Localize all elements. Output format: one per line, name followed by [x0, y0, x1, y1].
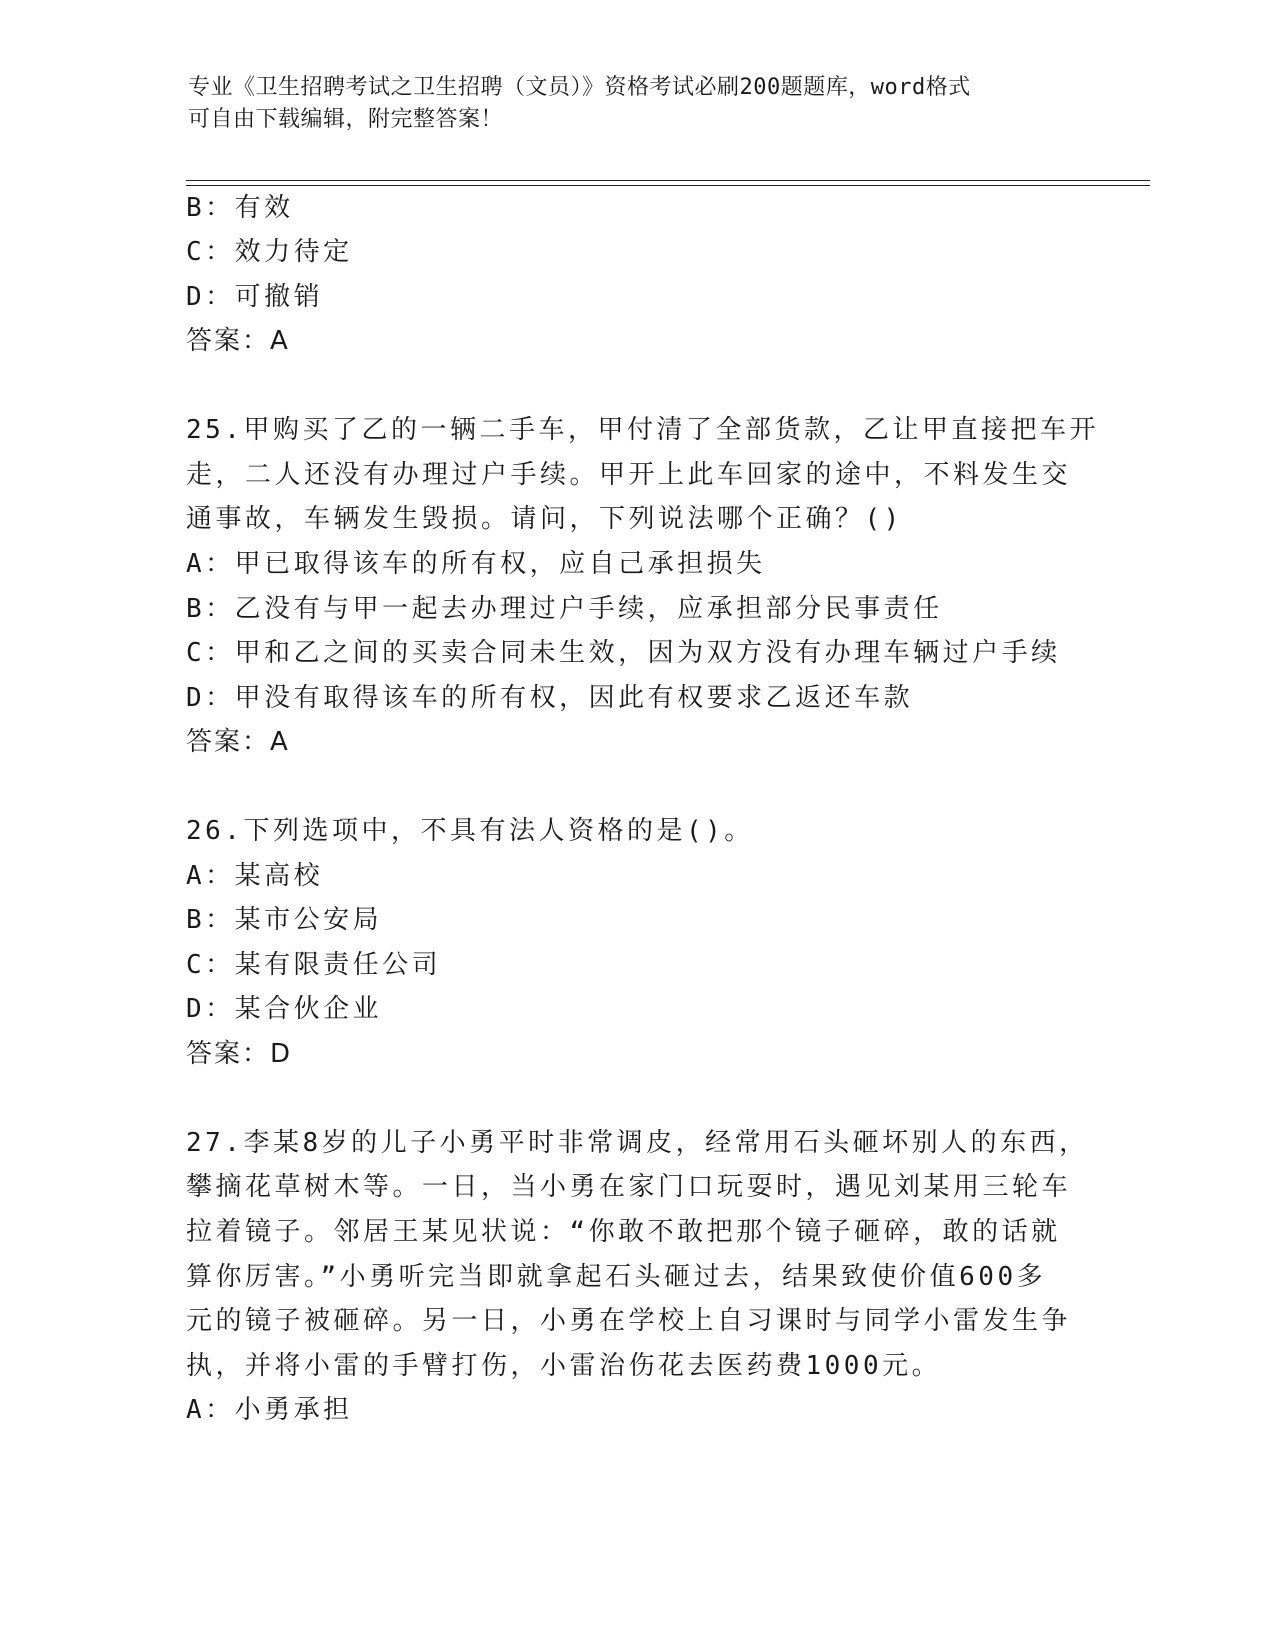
q27-stem-line-1: 27.李某8岁的儿子小勇平时非常调皮，经常用石头砸坏别人的东西， [186, 1128, 1089, 1158]
q26-answer: 答案：D [186, 1039, 293, 1069]
q27-stem-line-3: 拉着镜子。邻居王某见状说：“你敢不敢把那个镜子砸碎，敢的话就 [186, 1217, 1061, 1247]
q24-answer: 答案：A [186, 326, 290, 356]
q26-option-b: B：某市公安局 [186, 905, 383, 935]
q27-stem-line-5: 元的镜子被砸碎。另一日，小勇在学校上自习课时与同学小雷发生争 [186, 1306, 1072, 1336]
q25-option-a: A：甲已取得该车的所有权，应自己承担损失 [186, 549, 766, 579]
q26-option-c: C：某有限责任公司 [186, 950, 442, 980]
q24-option-c: C：效力待定 [186, 237, 353, 267]
q27-stem-line-4: 算你厉害。”小勇听完当即就拿起石头砸过去，结果致使价值600多 [186, 1262, 1047, 1292]
q26-option-d: D：某合伙企业 [186, 994, 383, 1024]
q26-option-a: A：某高校 [186, 861, 324, 891]
q25-answer: 答案：A [186, 727, 290, 757]
header-line-2: 可自由下载编辑，附完整答案！ [188, 107, 504, 132]
q27-stem-line-2: 攀摘花草树木等。一日，当小勇在家门口玩耍时，遇见刘某用三轮车 [186, 1172, 1072, 1202]
q24-option-d: D：可撤销 [186, 282, 324, 312]
q25-option-b: B：乙没有与甲一起去办理过户手续，应承担部分民事责任 [186, 594, 943, 624]
q25-option-d: D：甲没有取得该车的所有权，因此有权要求乙返还车款 [186, 683, 914, 713]
q25-option-c: C：甲和乙之间的买卖合同未生效，因为双方没有办理车辆过户手续 [186, 638, 1061, 668]
q24-option-b: B：有效 [186, 193, 294, 223]
q25-stem-line-1: 25.甲购买了乙的一辆二手车，甲付清了全部货款，乙让甲直接把车开 [186, 415, 1099, 445]
document-header [188, 72, 1068, 136]
q27-stem-line-6: 执，并将小雷的手臂打伤，小雷治伤花去医药费1000元。 [186, 1351, 942, 1381]
header-rule-top [186, 180, 1150, 181]
header-line-1: 专业《卫生招聘考试之卫生招聘（文员）》资格考试必刷200题题库，word格式 [188, 75, 971, 100]
q26-stem-line-1: 26.下列选项中，不具有法人资格的是()。 [186, 816, 754, 846]
q27-option-a: A：小勇承担 [186, 1395, 353, 1425]
q25-stem-line-3: 通事故，车辆发生毁损。请问，下列说法哪个正确？() [186, 504, 903, 534]
header-rule-bottom [186, 185, 1150, 186]
q25-stem-line-2: 走，二人还没有办理过户手续。甲开上此车回家的途中，不料发生交 [186, 460, 1072, 490]
